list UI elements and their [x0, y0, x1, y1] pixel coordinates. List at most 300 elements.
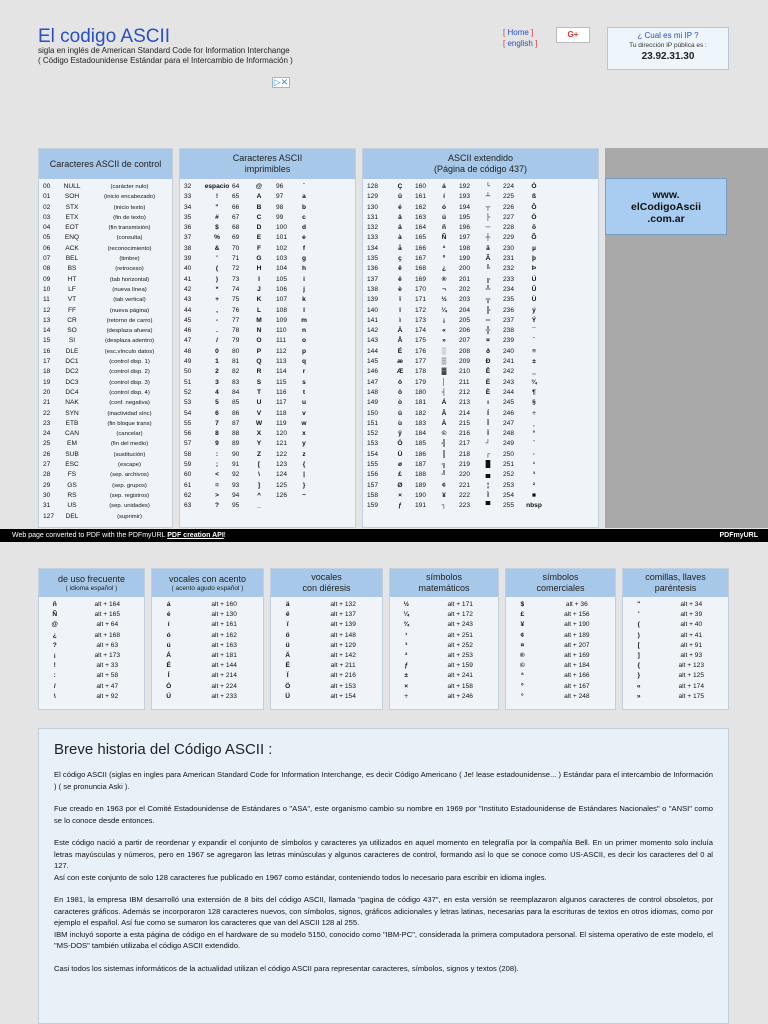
code-cell: 226: [503, 203, 515, 211]
table-row: [363, 460, 598, 470]
code-cell: 54: [184, 409, 192, 417]
description-cell: (tab horizontal): [109, 276, 150, 283]
char-cell: ÿ: [398, 430, 402, 438]
alt-code-cell: alt + 33: [96, 662, 119, 670]
description-cell: (nueva página): [109, 307, 150, 314]
abbr-cell: CR: [67, 316, 77, 324]
code-cell: 182: [415, 409, 427, 417]
abbr-cell: DC3: [65, 378, 79, 386]
code-cell: 138: [367, 285, 379, 293]
list-item: [152, 641, 263, 651]
alt-code-cell: alt + 161: [211, 621, 237, 629]
code-cell: 157: [367, 481, 379, 489]
site-logo[interactable]: [605, 178, 727, 235]
char-cell: F: [256, 244, 262, 252]
description-cell: (fin bloque trans): [107, 420, 152, 427]
list-item: [623, 631, 728, 641]
code-cell: 26: [43, 450, 51, 458]
box-header: [506, 569, 615, 597]
box-subtitle: ( acento agudo español ): [171, 584, 244, 592]
subtitle-line-2: ( Código Estadounidense Estándar para el Intercambio de Información ): [38, 56, 293, 65]
table-row: [39, 223, 172, 233]
code-cell: 190: [415, 491, 427, 499]
code-cell: 255: [503, 502, 515, 510]
list-item: [506, 610, 615, 620]
table-row: [39, 306, 172, 316]
alt-code-cell: alt + 158: [447, 682, 473, 690]
code-cell: 59: [184, 461, 192, 469]
logo-line-1: www.: [652, 189, 680, 201]
alt-code-cell: alt + 168: [94, 631, 120, 639]
abbr-cell: FS: [67, 471, 77, 479]
code-cell: 76: [232, 306, 240, 314]
char-cell: espacio: [204, 183, 230, 190]
char-cell: Ï: [286, 672, 289, 680]
code-cell: 05: [43, 234, 51, 242]
list-item: [271, 682, 382, 692]
code-cell: 116: [276, 388, 287, 396]
alt-code-cell: alt + 91: [680, 641, 703, 649]
abbr-cell: NAK: [65, 399, 79, 407]
char-cell: O: [256, 337, 262, 345]
char-cell: ): [215, 275, 219, 283]
list-item: [623, 692, 728, 702]
description-cell: (sep. registros): [109, 492, 150, 499]
char-cell: nbsp: [526, 502, 542, 510]
code-cell: 227: [503, 213, 515, 221]
alt-code-cell: alt + 159: [447, 662, 473, 670]
table-row: [39, 347, 172, 357]
code-cell: 238: [503, 327, 515, 335]
char-cell: ®: [519, 651, 525, 659]
code-cell: 12: [43, 306, 51, 314]
char-cell: ç: [398, 255, 402, 263]
pdfmyurl-logo[interactable]: PDFmyURL: [719, 532, 758, 539]
code-cell: 236: [503, 306, 515, 314]
ip-value: 23.92.31.30: [641, 51, 695, 62]
code-cell: 55: [184, 419, 192, 427]
char-cell: L: [256, 306, 262, 314]
list-item: [506, 671, 615, 681]
char-cell: U: [256, 399, 262, 407]
table-row: [39, 378, 172, 388]
char-cell: ²: [405, 651, 408, 659]
char-cell: ¤: [486, 337, 490, 345]
abbr-cell: DC1: [65, 358, 79, 366]
code-cell: 228: [503, 224, 515, 232]
char-cell: ª: [442, 244, 446, 252]
code-cell: 254: [503, 491, 515, 499]
code-cell: 244: [503, 388, 515, 396]
table-row: [39, 460, 172, 470]
abbr-cell: DLE: [65, 347, 79, 355]
code-cell: 207: [459, 337, 471, 345]
char-cell: Ç: [397, 183, 403, 190]
code-cell: 102: [276, 244, 288, 252]
code-cell: 234: [503, 285, 515, 293]
code-cell: 56: [184, 430, 192, 438]
char-cell: K: [256, 296, 262, 304]
char-cell: B: [256, 203, 262, 211]
alt-code-cell: alt + 169: [564, 651, 590, 659]
description-cell: (carácter nulo): [110, 184, 149, 190]
char-cell: s: [302, 378, 306, 386]
char-cell: $: [215, 224, 219, 232]
char-cell: d: [301, 224, 307, 232]
code-cell: 175: [415, 337, 427, 345]
code-cell: 62: [184, 491, 192, 499]
alt-code-cell: alt + 156: [564, 611, 590, 619]
list-item: [506, 692, 615, 702]
list-item: [390, 631, 498, 641]
table-row: [363, 347, 598, 357]
home-link[interactable]: Home: [507, 28, 529, 37]
table-row: [363, 244, 598, 254]
char-cell: é: [398, 203, 402, 211]
code-cell: 176: [415, 347, 427, 355]
box-title-line-2: matemáticos: [418, 583, 470, 593]
char-cell: [: [637, 641, 640, 649]
abbr-cell: HT: [67, 275, 77, 283]
code-cell: 99: [276, 213, 284, 221]
table-row: [363, 182, 598, 192]
code-cell: 143: [367, 337, 379, 345]
char-cell: È: [485, 388, 491, 396]
char-cell: Ô: [531, 203, 537, 211]
sidebar: [605, 148, 768, 528]
char-cell: >: [215, 491, 219, 499]
code-cell: 45: [184, 316, 192, 324]
code-cell: 17: [43, 358, 51, 366]
code-cell: 87: [232, 419, 240, 427]
char-cell: Õ: [531, 234, 537, 242]
char-cell: Ñ: [441, 234, 447, 242]
table-row: [180, 429, 355, 439]
char-cell: -: [215, 316, 219, 324]
char-cell: R: [256, 368, 262, 376]
alt-code-cell: alt + 216: [330, 672, 356, 680]
history-paragraph: En 1981, la empresa IBM desarrolló una extensión de 8 bits del código ASCII, llamada "pagina de código 437", en esta versión se reemplazaron algunos caracteres de control obsoletos, por caracteres gráficos. Además se incorporaron 128 caracteres nuevos, con símbolos, signos, gráficos adicionales y letras latinas, necesarias para la escrituras de textos en otros idiomas, como por ejemplo el español. Así fue como se sumaron los caracteres que van del ASCII 128 al 255.: [54, 895, 713, 927]
code-cell: 196: [459, 224, 471, 232]
code-cell: 48: [184, 347, 192, 355]
abbr-cell: DC4: [65, 388, 79, 396]
list-item: [390, 692, 498, 702]
char-cell: â: [398, 213, 402, 221]
code-cell: 183: [415, 419, 427, 427]
code-cell: 192: [459, 183, 471, 190]
description-cell: (tab vertical): [113, 297, 146, 304]
char-cell: ~: [302, 491, 306, 499]
english-link[interactable]: english: [507, 39, 533, 48]
code-cell: 10: [43, 285, 51, 293]
char-cell: ╣: [441, 440, 447, 448]
code-cell: 159: [367, 502, 379, 510]
code-cell: 193: [459, 193, 471, 201]
description-cell: (sep. grupos): [112, 482, 147, 489]
code-cell: 82: [232, 368, 240, 376]
char-cell: Ä: [397, 327, 403, 335]
char-cell: ¦: [487, 481, 489, 489]
list-item: [390, 671, 498, 681]
table-row: [180, 378, 355, 388]
code-cell: 38: [184, 244, 192, 252]
code-cell: 206: [459, 327, 471, 335]
char-cell: `: [302, 183, 306, 190]
code-cell: 199: [459, 255, 471, 263]
char-cell: »: [636, 692, 641, 700]
char-cell: ?: [214, 502, 220, 510]
char-cell: v: [302, 409, 306, 417]
code-cell: 147: [367, 378, 379, 386]
google-plus-button[interactable]: G+: [556, 27, 590, 43]
description-cell: (reconocimiento): [107, 245, 152, 252]
code-cell: 252: [503, 471, 515, 479]
code-cell: 92: [232, 471, 240, 479]
alt-code-cell: alt + 189: [564, 631, 590, 639]
char-cell: ö: [285, 631, 290, 639]
char-cell: :: [215, 450, 219, 458]
char-cell: E: [256, 234, 262, 242]
code-cell: 214: [459, 409, 471, 417]
alt-code-cell: alt + 207: [564, 641, 590, 649]
alt-code-cell: alt + 39: [680, 611, 703, 619]
char-cell: Î: [487, 419, 489, 427]
description-cell: (fin del medio): [110, 441, 149, 448]
char-cell: ë: [285, 611, 290, 619]
alt-code-cell: alt + 34: [680, 601, 703, 608]
table-row: [180, 182, 355, 192]
alt-code-cell: alt + 248: [564, 692, 590, 700]
table-row: [180, 491, 355, 501]
code-cell: 25: [43, 440, 51, 448]
abbr-cell: ENQ: [64, 234, 80, 242]
table-row: [180, 306, 355, 316]
code-cell: 239: [503, 337, 515, 345]
list-item: [39, 651, 144, 661]
alt-code-cell: alt + 47: [96, 682, 119, 690]
char-cell: Å: [397, 337, 403, 345]
code-cell: 148: [367, 388, 379, 396]
char-cell: §: [532, 399, 536, 407]
code-cell: 67: [232, 213, 240, 221]
alt-code-cell: alt + 36: [565, 601, 588, 608]
code-cell: 61: [184, 481, 192, 489]
char-cell: Æ: [396, 368, 404, 376]
list-item: [390, 600, 498, 610]
char-cell: Á: [166, 651, 172, 659]
code-cell: 02: [43, 203, 51, 211]
char-cell: °: [521, 692, 524, 700]
char-cell: ¼: [441, 306, 447, 314]
list-item: [623, 610, 728, 620]
box-header: [390, 569, 498, 597]
code-cell: 161: [415, 193, 427, 201]
box-subtitle: ( idioma español ): [65, 584, 118, 592]
code-cell: 13: [43, 316, 51, 324]
char-cell: ð: [485, 347, 491, 355]
code-cell: 16: [43, 347, 51, 355]
code-cell: 18: [43, 368, 51, 376]
table-row: [39, 182, 172, 192]
char-cell: «: [636, 682, 641, 690]
code-cell: 167: [415, 255, 427, 263]
list-item: [390, 661, 498, 671]
char-cell: o: [301, 337, 307, 345]
char-cell: ò: [397, 399, 403, 407]
code-cell: 21: [43, 399, 51, 407]
description-cell: (control disp. 3): [109, 379, 150, 386]
code-cell: 03: [43, 213, 51, 221]
code-cell: 50: [184, 368, 192, 376]
char-cell: ß: [531, 193, 537, 201]
alt-code-cell: alt + 139: [330, 621, 356, 629]
description-cell: (fin de texto): [113, 214, 146, 221]
box-header: [152, 569, 263, 597]
char-cell: ÷: [532, 409, 536, 417]
char-cell: Û: [531, 285, 537, 293]
code-cell: 203: [459, 296, 471, 304]
code-cell: 253: [503, 481, 515, 489]
char-cell: ;: [215, 461, 219, 469]
char-cell: 3: [215, 378, 219, 386]
table-row: [39, 512, 172, 522]
char-cell: ×: [398, 491, 402, 499]
list-item: [152, 610, 263, 620]
char-cell: D: [256, 224, 262, 232]
list-item: [152, 671, 263, 681]
pdf-api-link[interactable]: PDF creation API: [167, 532, 224, 539]
char-cell: á: [442, 183, 446, 190]
list-item: [152, 651, 263, 661]
table-row: [39, 357, 172, 367]
table-row: [363, 439, 598, 449]
char-cell: ╚: [485, 265, 491, 273]
char-cell: Þ: [531, 265, 537, 273]
code-cell: 24: [43, 430, 51, 438]
char-cell: Í: [167, 672, 170, 680]
table-row: [39, 491, 172, 501]
code-cell: 103: [276, 255, 288, 263]
alt-code-cell: alt + 243: [447, 621, 473, 629]
code-cell: 79: [232, 337, 240, 345]
char-cell: !: [215, 193, 219, 201]
code-cell: 216: [459, 430, 471, 438]
alt-code-cell: alt + 190: [564, 621, 590, 629]
code-cell: [268, 501, 293, 511]
code-cell: 132: [367, 224, 379, 232]
alt-code-cell: alt + 167: [564, 682, 590, 690]
history-paragraph: El código ASCII (siglas en ingles para American Standard Code for Information Interchange, es decir Código Americano ( Je! lease estadounidense... ) Estándar para el intercambio de Información ) ( se pronuncia Aski ).: [54, 770, 713, 791]
subtitle: [38, 46, 293, 66]
list-item: [506, 661, 615, 671]
char-cell: ▀: [485, 502, 491, 510]
code-cell: 129: [367, 193, 379, 201]
alt-code-box: [505, 568, 616, 710]
alt-code-cell: alt + 41: [680, 631, 703, 639]
code-cell: 221: [459, 481, 471, 489]
alt-code-cell: alt + 130: [211, 611, 237, 619]
char-cell: Ð: [485, 358, 491, 366]
char-cell: ì: [399, 316, 401, 324]
table-row: [363, 481, 598, 491]
code-cell: 194: [459, 203, 471, 211]
alt-code-cell: alt + 214: [211, 672, 237, 680]
char-cell: [293, 501, 315, 511]
code-cell: 219: [459, 461, 471, 469]
char-cell: ô: [397, 378, 403, 386]
code-cell: 134: [367, 244, 379, 252]
box-header: [623, 569, 728, 597]
code-cell: 188: [415, 471, 427, 479]
code-cell: 43: [184, 296, 192, 304]
list-item: [390, 620, 498, 630]
code-cell: 93: [232, 481, 240, 489]
code-cell: 201: [459, 275, 471, 283]
table-row: [180, 398, 355, 408]
char-cell: ½: [441, 296, 447, 304]
char-cell: p: [301, 347, 307, 355]
table-header: Caracteres ASCII de control: [39, 149, 172, 179]
code-cell: 47: [184, 337, 192, 345]
char-cell: ┬: [485, 203, 491, 211]
char-cell: 7: [215, 419, 219, 427]
code-cell: 158: [367, 491, 379, 499]
char-cell: /: [216, 337, 218, 345]
box-title: símbolos: [425, 572, 462, 582]
box-body: [39, 597, 144, 702]
code-cell: 240: [503, 347, 515, 355]
code-cell: 149: [367, 399, 379, 407]
code-cell: 110: [276, 327, 287, 335]
table-row: [180, 388, 355, 398]
code-cell: 153: [367, 440, 379, 448]
char-cell: ñ: [52, 601, 57, 608]
char-cell: ¿: [52, 631, 57, 639]
box-header: [39, 569, 144, 597]
code-cell: 46: [184, 327, 192, 335]
code-cell: 179: [415, 378, 427, 386]
code-cell: 211: [459, 378, 470, 386]
table-row: [363, 326, 598, 336]
list-item: [39, 682, 144, 692]
code-cell: 145: [367, 358, 379, 366]
char-cell: º: [521, 682, 524, 690]
history-paragraph: Fue creado en 1963 por el Comité Estadounidense de Estándares o "ASA", este organismo cambio su nombre en 1969 por "Instituto Estadounidense de Estándares Nacionales" o "ANSI" como se lo conoce desde entonces.: [54, 804, 713, 825]
alt-code-cell: alt + 142: [330, 651, 356, 659]
table-row: [363, 316, 598, 326]
control-chars-table: [38, 148, 173, 528]
code-cell: 135: [367, 255, 379, 263]
table-row: [180, 450, 355, 460]
char-cell: ╬: [485, 327, 491, 335]
table-body: [363, 179, 598, 512]
char-cell: ┌: [485, 450, 491, 458]
char-cell: h: [301, 265, 307, 273]
ad-choices-icon[interactable]: ▷✕: [273, 77, 289, 87]
table-row: [39, 419, 172, 429]
table-row: [363, 357, 598, 367]
char-cell: Ã: [485, 255, 491, 263]
list-item: [623, 651, 728, 661]
code-cell: 90: [232, 450, 240, 458]
char-cell: ø: [397, 461, 403, 469]
ip-question[interactable]: ¿ Cual es mi IP ?: [637, 31, 699, 40]
box-title: comillas, llaves: [645, 572, 706, 582]
char-cell: ): [637, 631, 640, 639]
char-cell: Ä: [285, 651, 291, 659]
alt-code-cell: alt + 63: [96, 641, 119, 649]
code-cell: 44: [184, 306, 192, 314]
